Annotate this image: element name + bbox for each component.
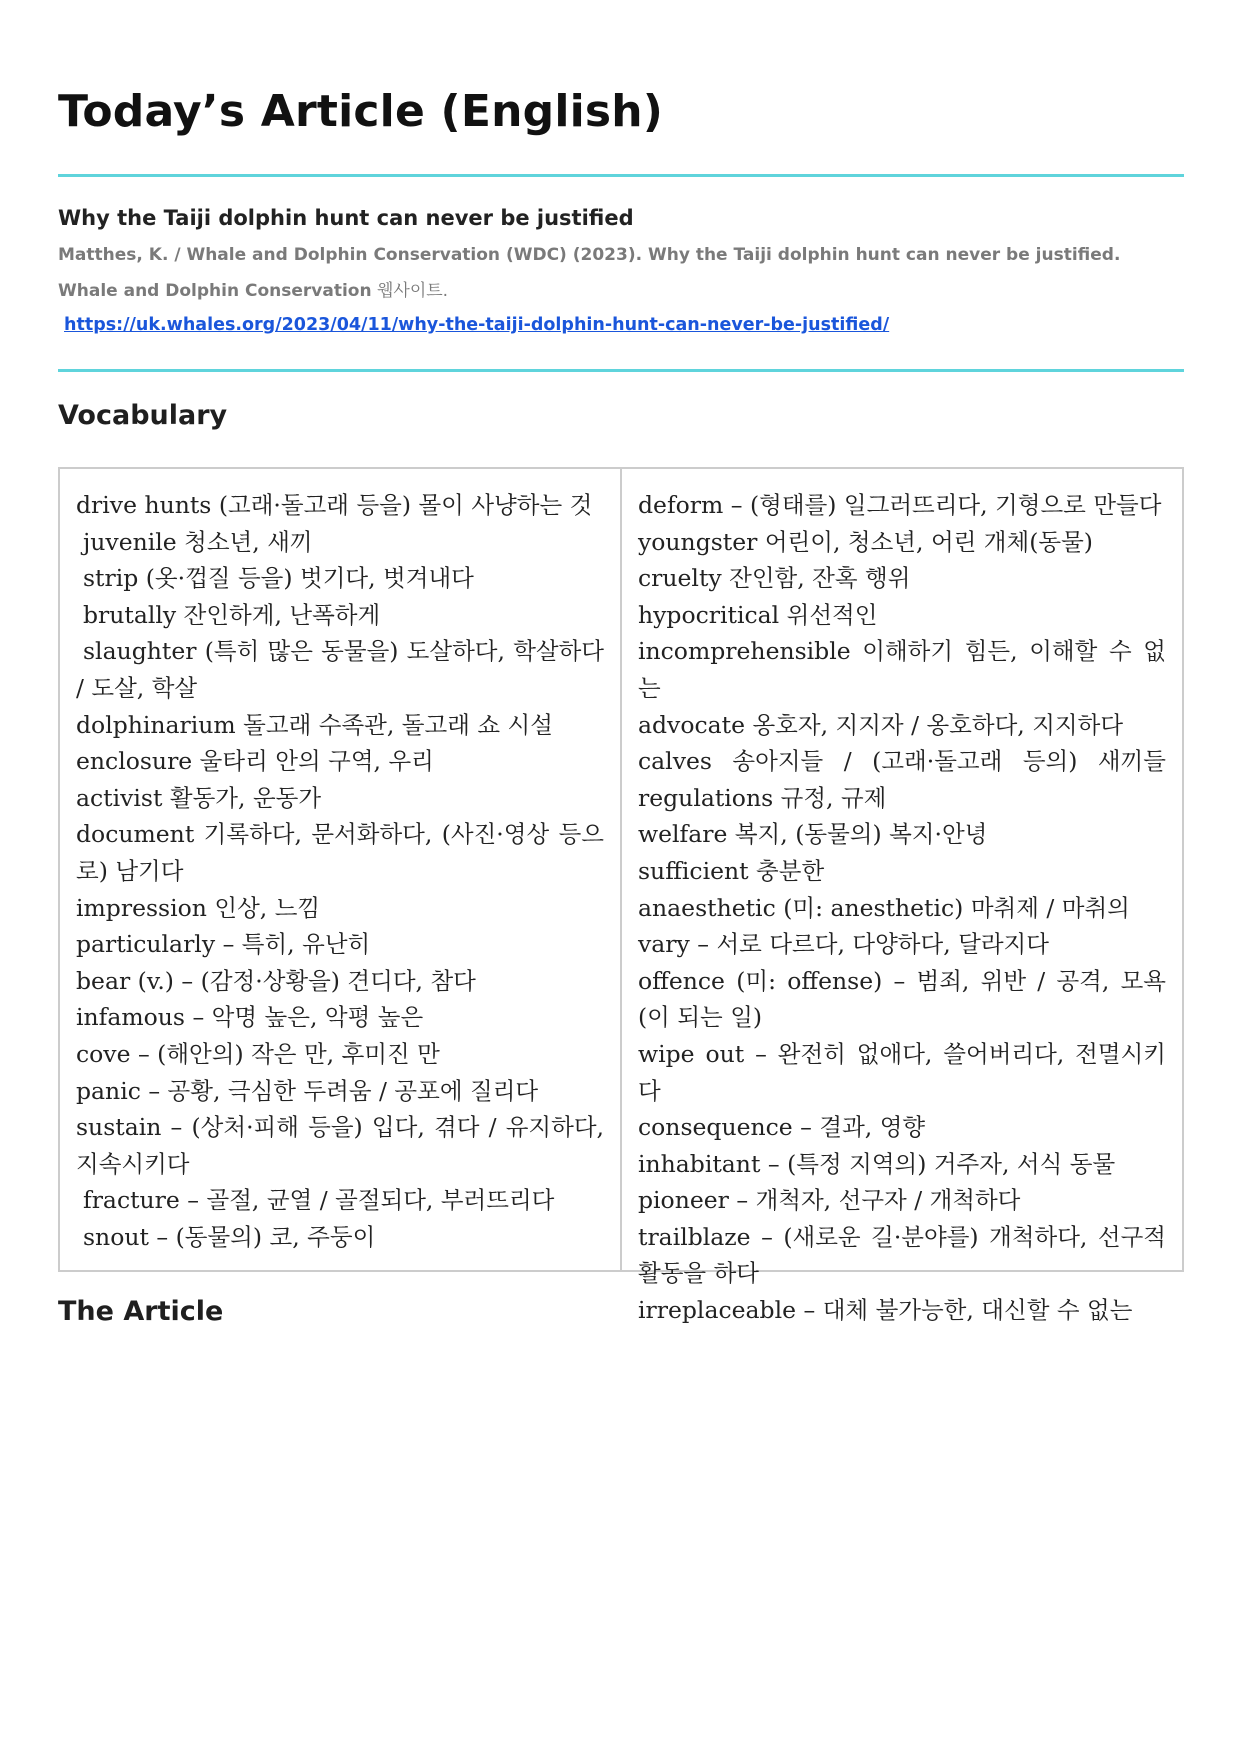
vocab-item: welfare 복지, (동물의) 복지·안녕: [638, 820, 988, 849]
vocab-item: activist 활동가, 운동가: [76, 783, 322, 812]
vocab-item: trailblaze – (새로운 길·분야를) 개척하다, 선구적 활동을 하다: [638, 1222, 1166, 1288]
source-divider: [58, 369, 1184, 372]
vocab-item: dolphinarium 돌고래 수족관, 돌고래 쇼 시설: [76, 710, 553, 739]
vocab-item: hypocritical 위선적인: [638, 600, 878, 629]
vocab-item: regulations 규정, 규제: [638, 783, 887, 812]
vocabulary-column-left: [60, 469, 622, 1270]
vocab-item: juvenile 청소년, 새끼: [83, 527, 313, 556]
source-url-link[interactable]: https://uk.whales.org/2023/04/11/why-the-taiji-dolphin-hunt-can-never-be-justified/: [64, 315, 890, 335]
vocab-item: advocate 옹호자, 지지자 / 옹호하다, 지지하다: [638, 710, 1124, 739]
vocabulary-column-right: [622, 469, 1182, 1325]
vocab-item: calves 송아지들 / (고래·돌고래 등의) 새끼들: [638, 747, 1166, 776]
vocab-item: irreplaceable – 대체 불가능한, 대신할 수 없는: [638, 1296, 1133, 1325]
citation-text: Matthes, K. / Whale and Dolphin Conservation (WDC) (2023). Why the Taiji dolphin hunt can never be justified. Whale and Dolphin Conservation: [58, 245, 1121, 301]
vocab-item: bear (v.) – (감정·상황을) 견디다, 참다: [76, 966, 476, 995]
vocab-item: wipe out – 완전히 없애다, 쓸어버리다, 전멸시키다: [638, 1039, 1166, 1105]
vocab-item: offence (미: offense) – 범죄, 위반 / 공격, 모욕(이 되는 일): [638, 966, 1166, 1032]
vocab-item: strip (옷·껍질 등을) 벗기다, 벗겨내다: [83, 564, 474, 593]
source-citation: [58, 237, 1184, 309]
vocab-item: deform – (형태를) 일그러뜨리다, 기형으로 만들다: [638, 491, 1162, 519]
vocab-item: drive hunts (고래·돌고래 등을) 몰이 사냥하는 것: [76, 491, 593, 519]
vocab-item: fracture – 골절, 균열 / 골절되다, 부러뜨리다: [83, 1186, 555, 1215]
vocab-item: impression 인상, 느낌: [76, 893, 321, 922]
vocab-item: document 기록하다, 문서화하다, (사진·영상 등으로) 남기다: [76, 820, 604, 885]
vocabulary-heading: Vocabulary: [58, 400, 228, 431]
vocab-item: panic – 공황, 극심한 두려움 / 공포에 질리다: [76, 1076, 539, 1105]
page-title: Today’s Article (English): [58, 86, 664, 137]
vocab-item: sufficient 충분한: [638, 856, 825, 885]
vocab-item: anaesthetic (미: anesthetic) 마취제 / 마취의: [638, 893, 1130, 922]
vocab-item: consequence – 결과, 영향: [638, 1113, 926, 1142]
vocab-item: slaughter (특히 많은 동물을) 도살하다, 학살하다 / 도살, 학살: [76, 637, 604, 702]
vocab-item: enclosure 울타리 안의 구역, 우리: [76, 747, 434, 776]
vocab-item: infamous – 악명 높은, 악평 높은: [76, 1003, 424, 1032]
citation-suffix: 웹사이트.: [371, 281, 449, 301]
vocab-item: snout – (동물의) 코, 주둥이: [83, 1222, 376, 1251]
vocab-item: incomprehensible 이해하기 힘든, 이해할 수 없는: [638, 637, 1166, 702]
vocab-item: pioneer – 개척자, 선구자 / 개척하다: [638, 1186, 1021, 1215]
vocab-item: inhabitant – (특정 지역의) 거주자, 서식 동물: [638, 1149, 1116, 1178]
vocab-item: vary – 서로 다르다, 다양하다, 달라지다: [638, 930, 1049, 959]
vocab-item: sustain – (상처·피해 등을) 입다, 겪다 / 유지하다, 지속시키다: [76, 1113, 604, 1178]
source-article-title: Why the Taiji dolphin hunt can never be justified: [58, 206, 634, 230]
vocab-item: brutally 잔인하게, 난폭하게: [83, 600, 381, 629]
header-divider: [58, 174, 1184, 177]
article-heading: The Article: [58, 1296, 224, 1327]
vocab-item: cruelty 잔인함, 잔혹 행위: [638, 564, 911, 593]
vocab-item: cove – (해안의) 작은 만, 후미진 만: [76, 1039, 440, 1068]
vocab-item: particularly – 특히, 유난히: [76, 930, 371, 959]
vocab-item: youngster 어린이, 청소년, 어린 개체(동물): [638, 527, 1093, 556]
